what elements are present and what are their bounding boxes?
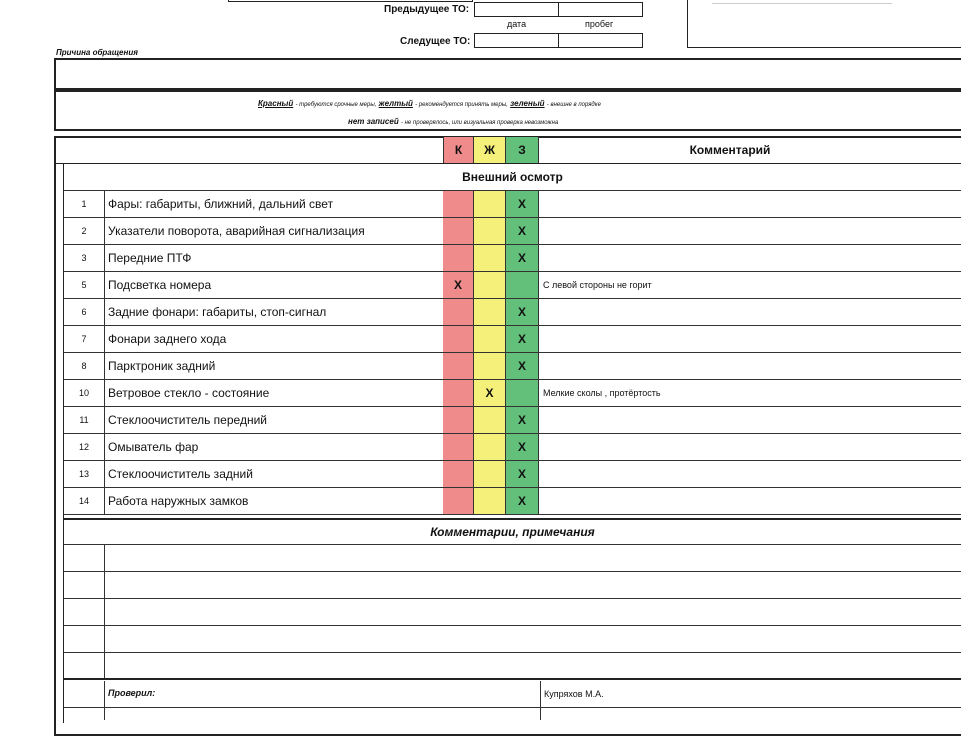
row-name: Парктроник задний — [106, 353, 484, 379]
row-number: 2 — [64, 218, 105, 244]
col-zh-header: Ж — [474, 137, 506, 163]
legend-yellow: желтый — [378, 99, 413, 108]
row-comment[interactable]: Мелкие сколы , протёртость — [543, 388, 661, 398]
row-mark-k[interactable] — [443, 353, 474, 379]
row-number: 6 — [64, 299, 105, 325]
section-title: Внешний осмотр — [64, 164, 961, 191]
row-mark-z[interactable]: X — [506, 407, 539, 433]
checked-row — [64, 681, 961, 708]
row-mark-zh[interactable] — [474, 218, 506, 244]
signature-row — [64, 708, 961, 720]
row-mark-zh[interactable] — [474, 272, 506, 298]
row-mark-z[interactable]: X — [506, 434, 539, 460]
row-mark-k[interactable] — [443, 299, 474, 325]
table-row — [64, 218, 961, 245]
reason-label: Причина обращения — [56, 48, 138, 57]
table-row — [64, 380, 961, 407]
legend-line-2 — [348, 117, 558, 126]
row-mark-z[interactable]: X — [506, 326, 539, 352]
row-name: Стеклоочиститель передний — [106, 407, 484, 433]
col-z-header: З — [506, 137, 539, 163]
note-row[interactable] — [64, 653, 961, 680]
row-name: Работа наружных замков — [106, 488, 484, 514]
row-comment[interactable] — [541, 218, 961, 244]
row-name: Передние ПТФ — [106, 245, 484, 271]
row-mark-k[interactable] — [443, 218, 474, 244]
prev-to-date-field[interactable] — [474, 2, 559, 17]
legend-none: нет записей — [348, 117, 399, 126]
note-row[interactable] — [64, 572, 961, 599]
row-mark-k[interactable] — [443, 461, 474, 487]
legend-green: зеленый — [510, 99, 545, 108]
row-mark-z[interactable]: X — [506, 488, 539, 514]
row-number: 10 — [64, 380, 105, 406]
prev-to-mileage-field[interactable] — [558, 2, 643, 17]
row-number: 8 — [64, 353, 105, 379]
row-comment[interactable] — [541, 434, 961, 460]
table-row — [64, 326, 961, 353]
date-label: дата — [507, 19, 527, 29]
top-field-edge — [228, 0, 473, 2]
legend-red: Красный — [258, 99, 294, 108]
row-mark-zh[interactable] — [474, 434, 506, 460]
row-mark-zh[interactable] — [474, 353, 506, 379]
legend-red-desc: - требуются срочные меры, — [295, 102, 377, 108]
row-comment[interactable] — [541, 245, 961, 271]
table-row — [64, 353, 961, 380]
table-row — [64, 272, 961, 299]
row-mark-z[interactable] — [506, 380, 539, 406]
row-mark-z[interactable]: X — [506, 191, 539, 217]
mileage-label: пробег — [585, 19, 614, 29]
row-mark-z[interactable] — [506, 272, 539, 298]
row-mark-k[interactable] — [443, 191, 474, 217]
row-mark-k[interactable] — [443, 380, 474, 406]
legend-green-desc: - внешне в порядке — [546, 102, 601, 108]
checked-label: Проверил: — [108, 688, 156, 698]
col-comment-header: Комментарий — [689, 143, 771, 157]
row-comment[interactable] — [541, 299, 961, 325]
table-row — [64, 245, 961, 272]
row-mark-z[interactable]: X — [506, 461, 539, 487]
row-name: Подсветка номера — [106, 272, 484, 298]
table-row — [64, 461, 961, 488]
row-mark-z[interactable]: X — [506, 218, 539, 244]
row-name: Фонари заднего хода — [106, 326, 484, 352]
note-row[interactable] — [64, 545, 961, 572]
legend-line-1 — [258, 99, 601, 108]
row-mark-zh[interactable] — [474, 191, 506, 217]
row-mark-k[interactable] — [443, 488, 474, 514]
table-row — [64, 434, 961, 461]
next-to-mileage-field[interactable] — [558, 33, 643, 48]
row-name: Стеклоочиститель задний — [106, 461, 484, 487]
table-row — [64, 488, 961, 515]
row-comment[interactable]: С левой стороны не горит — [543, 280, 652, 290]
row-name: Фары: габариты, ближний, дальний свет — [106, 191, 484, 217]
reason-field[interactable] — [54, 58, 961, 90]
row-comment[interactable] — [541, 407, 961, 433]
row-mark-z[interactable]: X — [506, 353, 539, 379]
row-mark-k[interactable] — [443, 434, 474, 460]
row-mark-zh[interactable] — [474, 461, 506, 487]
row-number: 11 — [64, 407, 105, 433]
next-to-date-field[interactable] — [474, 33, 559, 48]
row-name: Задние фонари: габариты, стоп-сигнал — [106, 299, 484, 325]
table-row — [64, 407, 961, 434]
note-row[interactable] — [64, 626, 961, 653]
row-number: 7 — [64, 326, 105, 352]
row-comment[interactable] — [541, 353, 961, 379]
row-mark-k[interactable]: X — [443, 272, 474, 298]
note-row[interactable] — [64, 599, 961, 626]
row-name: Омыватель фар — [106, 434, 484, 460]
row-number: 13 — [64, 461, 105, 487]
row-mark-z[interactable]: X — [506, 299, 539, 325]
row-comment[interactable] — [541, 488, 961, 514]
notes-title: Комментарии, примечания — [64, 518, 961, 545]
row-number: 1 — [64, 191, 105, 217]
col-k-header: К — [443, 137, 474, 163]
row-number: 14 — [64, 488, 105, 514]
row-mark-zh[interactable]: X — [474, 380, 506, 406]
row-mark-zh[interactable] — [474, 407, 506, 433]
row-mark-k[interactable] — [443, 407, 474, 433]
next-to-label: Следущее ТО: — [400, 36, 471, 47]
row-mark-k[interactable] — [443, 245, 474, 271]
row-comment[interactable] — [541, 326, 961, 352]
row-mark-zh[interactable] — [474, 245, 506, 271]
table-row — [64, 299, 961, 326]
row-mark-zh[interactable] — [474, 326, 506, 352]
row-number: 5 — [64, 272, 105, 298]
prev-to-label: Предыдущее ТО: — [384, 4, 470, 15]
row-number: 3 — [64, 245, 105, 271]
row-comment[interactable] — [541, 191, 961, 217]
info-box-line — [712, 3, 892, 4]
row-number: 12 — [64, 434, 105, 460]
legend-none-desc: - не проверялось, или визуальная проверка невозможна — [400, 120, 559, 126]
row-mark-k[interactable] — [443, 326, 474, 352]
table-row — [64, 191, 961, 218]
row-name: Ветровое стекло - состояние — [106, 380, 484, 406]
info-box — [687, 0, 961, 48]
legend-yellow-desc: - рекомендуется принять меры, — [415, 102, 508, 108]
row-name: Указатели поворота, аварийная сигнализация — [106, 218, 484, 244]
row-comment[interactable] — [541, 461, 961, 487]
checked-name: Купряхов М.А. — [544, 689, 604, 699]
row-mark-z[interactable]: X — [506, 245, 539, 271]
row-mark-zh[interactable] — [474, 299, 506, 325]
row-mark-zh[interactable] — [474, 488, 506, 514]
